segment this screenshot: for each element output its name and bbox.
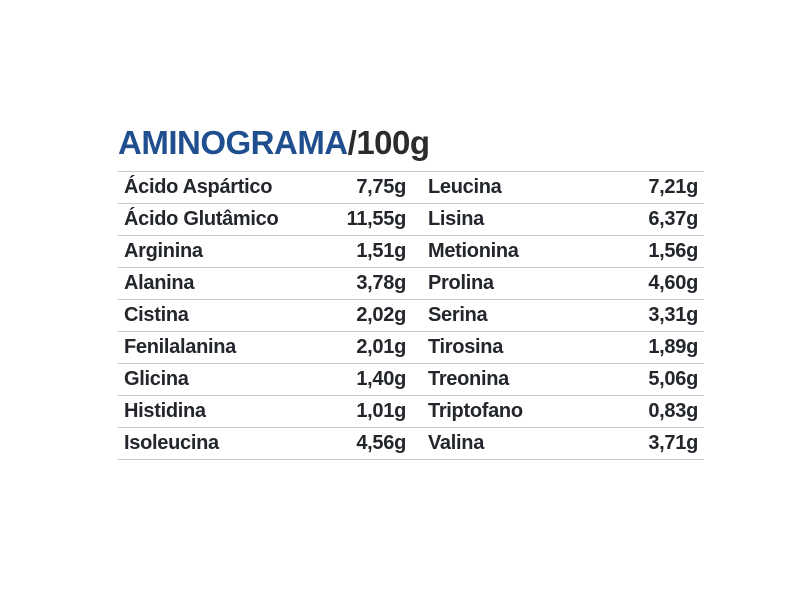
table-row	[118, 332, 704, 364]
amino-value: 7,21g	[648, 176, 698, 198]
column-gap	[416, 236, 424, 268]
column-gap	[416, 364, 424, 396]
column-gap	[416, 332, 424, 364]
amino-name: Lisina	[428, 208, 484, 230]
amino-name: Ácido Glutâmico	[124, 208, 279, 230]
amino-value: 7,75g	[356, 176, 406, 198]
amino-name: Serina	[428, 304, 488, 326]
amino-value: 11,55g	[346, 208, 406, 230]
amino-value: 0,83g	[648, 400, 698, 422]
column-gap	[416, 428, 424, 460]
amino-name: Glicina	[124, 368, 189, 390]
amino-name: Leucina	[428, 176, 502, 198]
amino-value: 2,02g	[356, 304, 406, 326]
amino-value: 1,40g	[356, 368, 406, 390]
amino-name: Triptofano	[428, 400, 523, 422]
amino-name: Valina	[428, 432, 485, 454]
amino-name: Isoleucina	[124, 432, 219, 454]
column-gap	[416, 300, 424, 332]
amino-value: 3,78g	[356, 272, 406, 294]
amino-value: 6,37g	[648, 208, 698, 230]
amino-value: 4,60g	[648, 272, 698, 294]
table-row	[118, 300, 704, 332]
column-gap	[416, 204, 424, 236]
amino-value: 3,31g	[648, 304, 698, 326]
column-gap	[416, 396, 424, 428]
amino-name: Alanina	[124, 272, 195, 294]
table-row	[118, 364, 704, 396]
amino-name: Tirosina	[428, 336, 504, 358]
table-row	[118, 172, 704, 204]
amino-value: 1,89g	[648, 336, 698, 358]
amino-name: Prolina	[428, 272, 494, 294]
page-title	[118, 126, 688, 159]
amino-name: Arginina	[124, 240, 203, 262]
amino-name: Histidina	[124, 400, 206, 422]
column-gap	[416, 268, 424, 300]
table-row	[118, 396, 704, 428]
aminogram-table	[118, 171, 704, 460]
amino-value: 4,56g	[356, 432, 406, 454]
aminogram-panel	[118, 124, 698, 460]
amino-name: Metionina	[428, 240, 519, 262]
table-row	[118, 204, 704, 236]
page-title-main: AMINOGRAMA	[118, 124, 348, 161]
page-title-sub: /100g	[347, 124, 430, 161]
aminogram-table-body	[118, 172, 704, 460]
amino-value: 5,06g	[648, 368, 698, 390]
amino-name: Treonina	[428, 368, 509, 390]
amino-value: 2,01g	[356, 336, 406, 358]
table-row	[118, 268, 704, 300]
amino-name: Fenilalanina	[124, 336, 236, 358]
column-gap	[416, 172, 424, 204]
amino-name: Cistina	[124, 304, 189, 326]
table-row	[118, 236, 704, 268]
amino-value: 1,51g	[356, 240, 406, 262]
amino-value: 3,71g	[648, 432, 698, 454]
table-row	[118, 428, 704, 460]
amino-value: 1,56g	[648, 240, 698, 262]
amino-name: Ácido Aspártico	[124, 176, 273, 198]
amino-value: 1,01g	[356, 400, 406, 422]
